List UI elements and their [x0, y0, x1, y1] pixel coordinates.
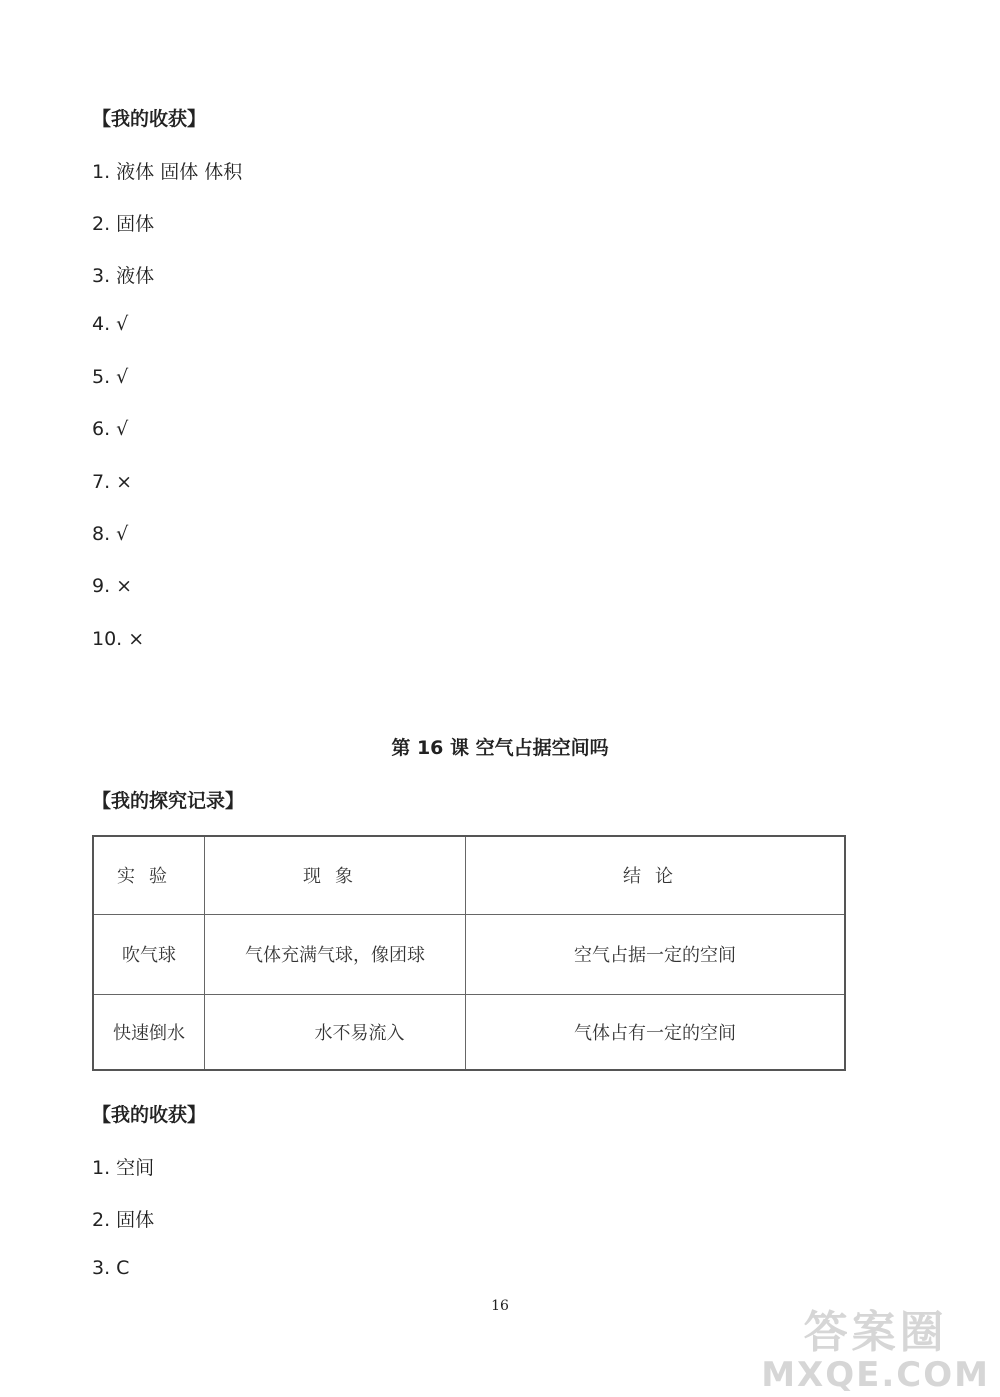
answer-item-4: 4. √ — [92, 313, 129, 335]
answer-item-2: 2. 固体 — [92, 213, 155, 235]
table-header-conclusion: 结论 — [466, 836, 846, 914]
experiment-record-table — [92, 835, 846, 1071]
answer-item-9: 9. × — [92, 575, 133, 597]
table-cell-experiment: 吹气球 — [93, 914, 205, 994]
answer-item-8: 8. √ — [92, 523, 129, 545]
table-header-experiment: 实验 — [93, 836, 205, 914]
answer-item-10: 10. × — [92, 628, 145, 650]
table-header-row — [93, 836, 845, 914]
section-heading-harvest-2: 【我的收获】 — [92, 1104, 207, 1126]
watermark-domain: MXQE.COM — [761, 1355, 990, 1395]
page-number: 16 — [491, 1298, 509, 1314]
answer-item-3: 3. C — [92, 1257, 130, 1279]
table-cell-phenomenon: 水不易流入 — [205, 994, 466, 1070]
answer-item-1: 1. 液体 固体 体积 — [92, 161, 243, 183]
answer-item-3: 3. 液体 — [92, 265, 155, 287]
answer-item-6: 6. √ — [92, 418, 129, 440]
site-watermark — [761, 1309, 990, 1393]
section-heading-harvest: 【我的收获】 — [92, 108, 207, 130]
watermark-logo-text: 答案圈 — [803, 1307, 948, 1358]
table-cell-phenomenon: 气体充满气球，像团球 — [205, 914, 466, 994]
answer-item-5: 5. √ — [92, 366, 129, 388]
section-heading-record: 【我的探究记录】 — [92, 790, 245, 812]
table-cell-experiment: 快速倒水 — [93, 994, 205, 1070]
table-cell-conclusion: 空气占据一定的空间 — [466, 914, 846, 994]
table-header-phenomenon: 现象 — [205, 836, 466, 914]
answer-item-7: 7. × — [92, 471, 133, 493]
lesson-title: 第 16 课 空气占据空间吗 — [391, 737, 609, 759]
table-row — [93, 914, 845, 994]
answer-item-2: 2. 固体 — [92, 1209, 155, 1231]
table-row — [93, 994, 845, 1070]
answer-item-1: 1. 空间 — [92, 1157, 155, 1179]
table-cell-conclusion: 气体占有一定的空间 — [466, 994, 846, 1070]
